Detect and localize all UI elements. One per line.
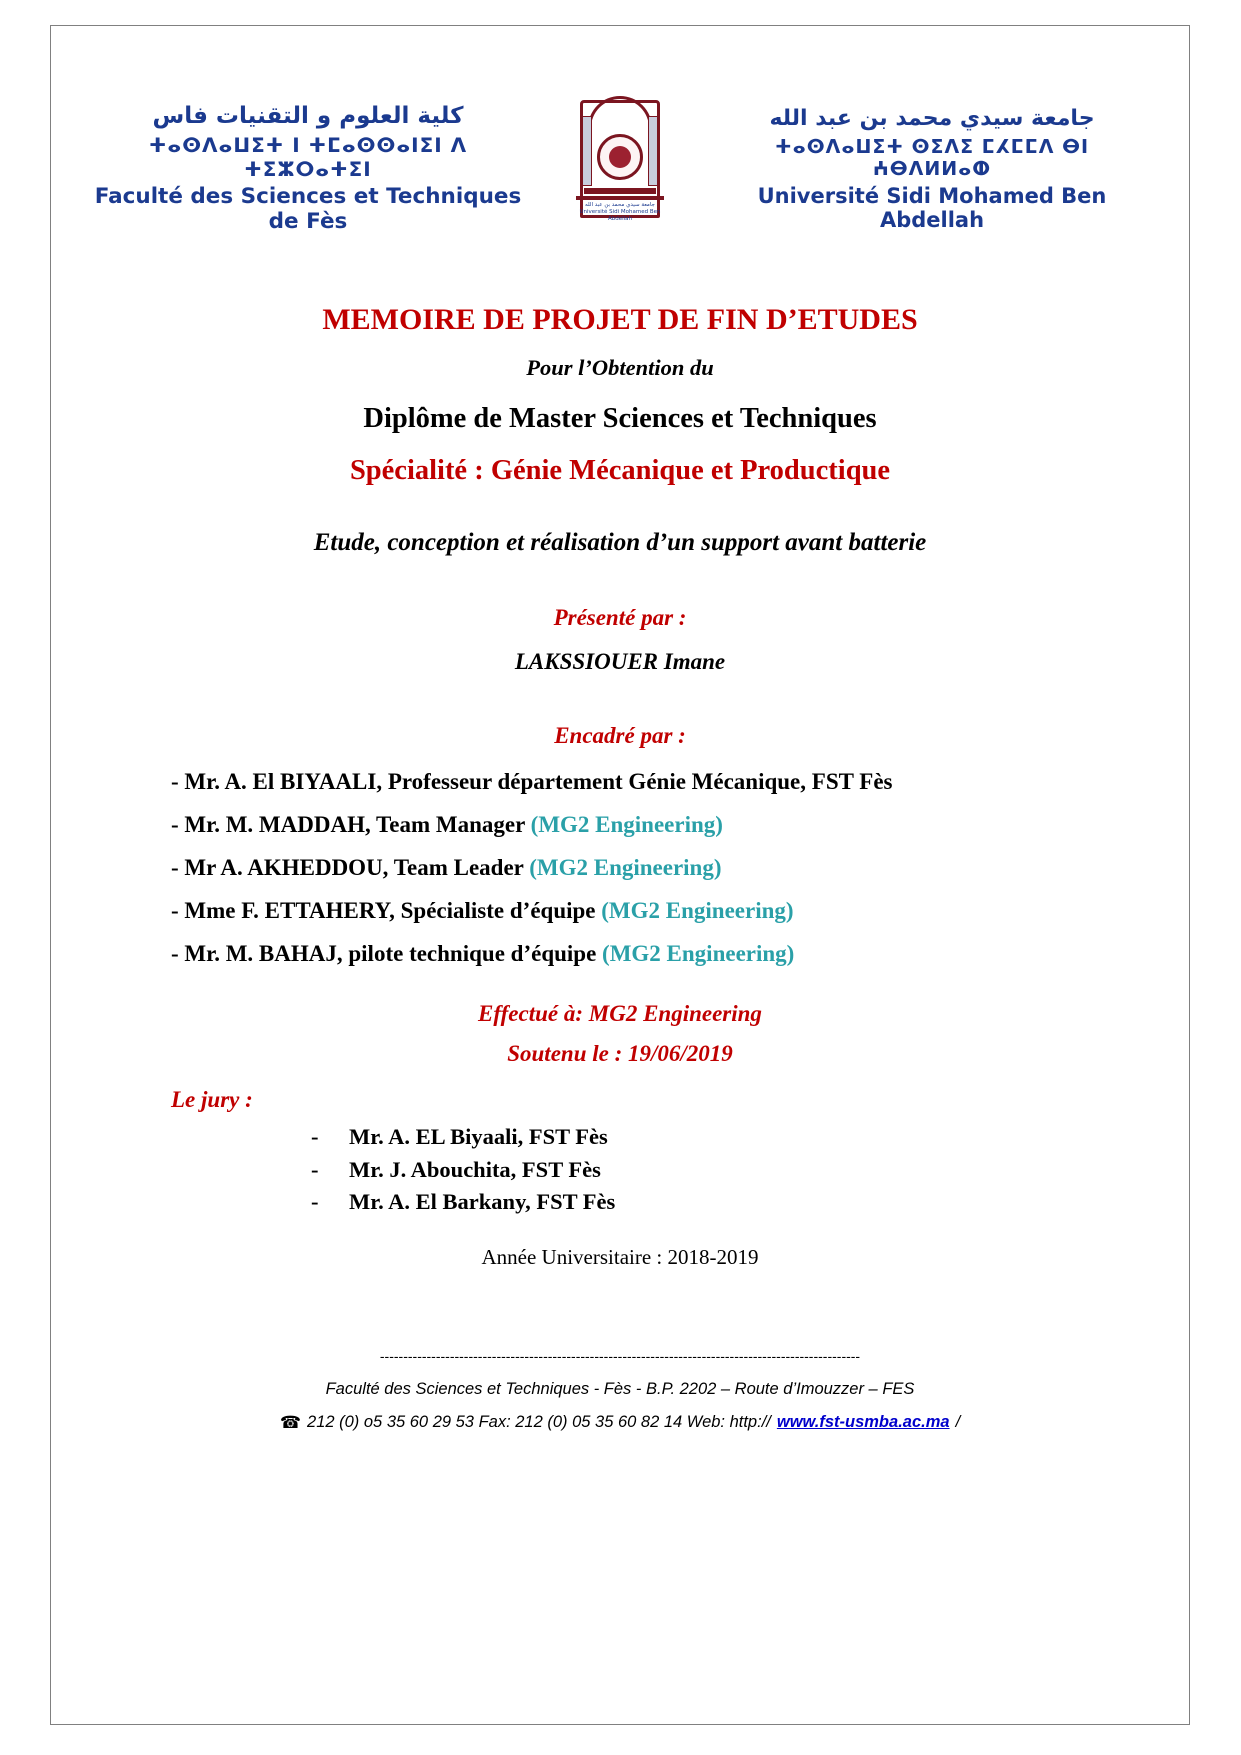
- logo-emblem-circle: [597, 134, 643, 180]
- supervisor-org: (MG2 Engineering): [529, 855, 722, 880]
- supervisor-org: (MG2 Engineering): [602, 941, 795, 966]
- document-footer: [93, 1348, 1147, 1433]
- bullet-dash: -: [311, 1156, 319, 1182]
- list-item: [311, 1186, 1147, 1219]
- jury-list: [93, 1121, 1147, 1219]
- logo-caption: جامعة سيدي محمد بن عبد الله Université Sidi Mohamed Ben Abdellah: [579, 202, 661, 222]
- jury-member-name: Mr. A. El Barkany, FST Fès: [349, 1189, 616, 1215]
- supervisor-text: - Mr A. AKHEDDOU, Team Leader: [171, 855, 530, 880]
- document-page: [50, 25, 1190, 1725]
- jury-label: Le jury :: [171, 1087, 253, 1112]
- presented-by-label: Présenté par :: [553, 605, 687, 630]
- bullet-dash: -: [311, 1189, 319, 1215]
- supervisor-org: (MG2 Engineering): [601, 898, 794, 923]
- degree-line: Diplôme de Master Sciences et Techniques: [363, 403, 877, 434]
- supervised-by-label: Encadré par :: [554, 723, 686, 748]
- supervisor-text: - Mr. A. El BIYAALI, Professeur département Génie Mécanique, FST Fès: [171, 769, 893, 794]
- list-item: [171, 941, 1147, 967]
- footer-contact-suffix: /: [955, 1413, 961, 1432]
- supervisor-text: - Mr. M. MADDAH, Team Manager: [171, 812, 531, 837]
- specialty-line: Spécialité : Génie Mécanique et Productique: [349, 455, 891, 486]
- student-name: LAKSSIOUER Imane: [514, 649, 726, 674]
- page-title: MEMOIRE DE PROJET DE FIN D’ETUDES: [322, 303, 918, 336]
- logo-base-bar: [584, 188, 656, 194]
- company-line: Effectué à: MG2 Engineering: [478, 1001, 762, 1026]
- logo-pillar-right: [648, 116, 658, 186]
- document-header: [93, 96, 1147, 241]
- usmba-logo-icon: [566, 96, 674, 241]
- faculty-name-tifinagh: ⵜⴰⵙⴷⴰⵡⵉⵜ ⵏ ⵜⵎⴰⵙⵙⴰⵏⵉⵏ ⴷ ⵜⵉⵣⵔⴰⵜⵉⵏ: [148, 133, 468, 181]
- university-name-tifinagh: ⵜⴰⵙⴷⴰⵡⵉⵜ ⵙⵉⴷⵉ ⵎⵃⵎⵎⴷ ⴱⵏ ⵄⴱⴷⵍⵍⴰⵀ: [774, 135, 1090, 180]
- list-item: [171, 855, 1147, 881]
- thesis-subject: Etude, conception et réalisation d’un support avant batterie: [313, 529, 927, 556]
- purpose-line: Pour l’Obtention du: [526, 355, 714, 380]
- supervisor-org: (MG2 Engineering): [530, 812, 723, 837]
- logo-base-cap: [576, 196, 664, 200]
- list-item: [311, 1154, 1147, 1187]
- faculty-identity-block: [93, 103, 523, 234]
- logo-pillar-left: [582, 116, 592, 186]
- footer-address: Faculté des Sciences et Techniques - Fès - B.P. 2202 – Route d’Imouzzer – FES: [325, 1379, 915, 1398]
- academic-year: Année Universitaire : 2018-2019: [481, 1244, 759, 1269]
- list-item: [171, 812, 1147, 838]
- supervisor-list: [93, 769, 1147, 967]
- phone-icon: ☎: [279, 1412, 302, 1432]
- list-item: [311, 1121, 1147, 1154]
- jury-member-name: Mr. A. EL Biyaali, FST Fès: [349, 1124, 608, 1149]
- faculty-name-french: Faculté des Sciences et Techniques de Fès: [94, 184, 522, 234]
- university-name-arabic: جامعة سيدي محمد بن عبد الله: [769, 105, 1095, 131]
- jury-member-name: Mr. J. Abouchita, FST Fès: [349, 1156, 601, 1182]
- list-item: [171, 898, 1147, 924]
- university-name-french: Université Sidi Mohamed Ben Abdellah: [757, 183, 1107, 232]
- footer-contact: [93, 1413, 1147, 1433]
- defense-date-line: Soutenu le : 19/06/2019: [507, 1041, 733, 1066]
- footer-contact-text: 212 (0) o5 35 60 29 53 Fax: 212 (0) 05 35 60 82 14 Web: http://: [307, 1413, 771, 1432]
- website-link[interactable]: www.fst-usmba.ac.ma: [776, 1413, 950, 1432]
- faculty-name-arabic: كلية العلوم و التقنيات فاس: [152, 103, 464, 129]
- university-identity-block: [717, 106, 1147, 232]
- supervisor-text: - Mme F. ETTAHERY, Spécialiste d’équipe: [171, 898, 602, 923]
- supervisor-text: - Mr. M. BAHAJ, pilote technique d’équipe: [171, 941, 603, 966]
- footer-divider: -------------------------------------------------------------------------------------------------------: [379, 1347, 861, 1364]
- bullet-dash: -: [311, 1124, 319, 1149]
- list-item: [171, 769, 1147, 795]
